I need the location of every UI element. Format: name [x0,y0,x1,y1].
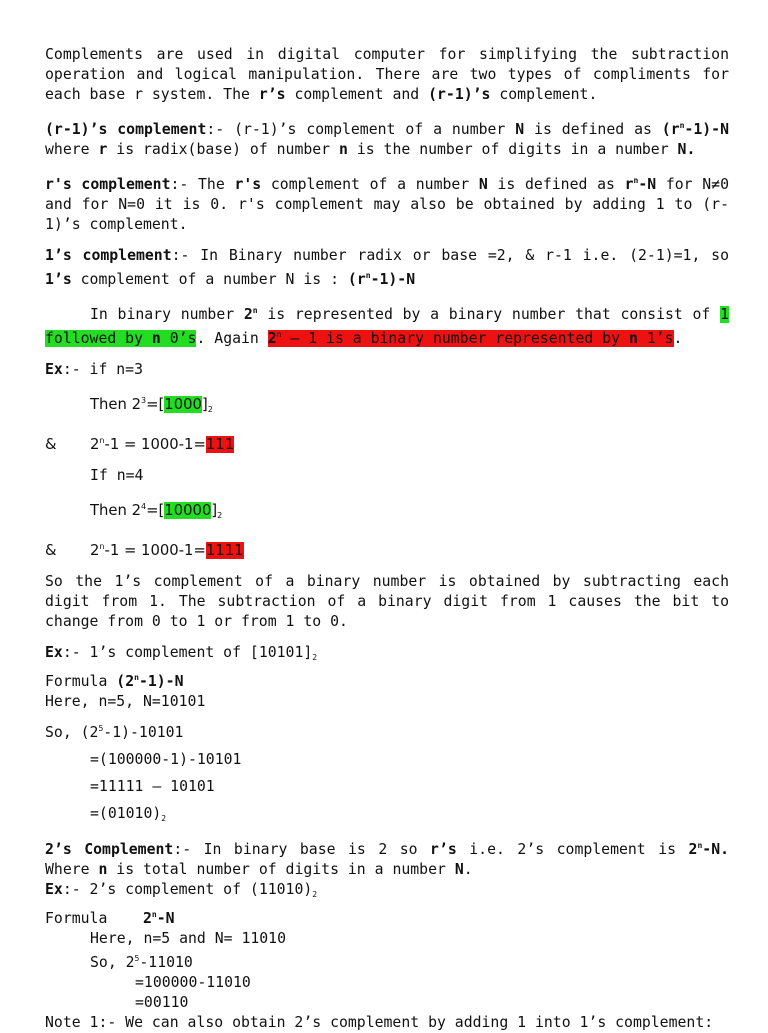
example-2-line-2: =11111 – 10101 [90,778,215,795]
example-3-formula: Formula 2$^n$-N [45,910,175,927]
twos-heading: 2’s Complement [45,841,174,858]
example-2-here: Here, n=5, N=10101 [45,693,206,710]
r-heading: r's complement [45,176,171,193]
example-1-then-1: Then $2^3=[1000]_2$ [90,396,213,414]
example-1-minus-1: & $2^n-1 = 1000-1=111$ [45,436,235,453]
binary-paragraph: In binary number 2$^n$ is represented by a binary number that consist of 1 followed by n 0’s. Again 2$^n$ – 1 is a binary number represented by n 1’s. [45,306,729,347]
r-formula: $r^n-N$ [624,176,657,193]
document-page [45,45,729,1033]
minus2-red-value: 1111 [205,542,244,559]
intro-r1-s: (r-1)’s [428,86,491,103]
twos-complement-paragraph: 2’s Complement:- In binary base is 2 so r’s i.e. 2’s complement is 2$^n$-N. Where n is total number of digits in a number N. [45,841,730,878]
r1-formula: $(r^n-1)-N$ [661,121,729,138]
r1-complement-paragraph: (r-1)’s complement:- (r-1)’s complement of a number N is defined as $(r^n-1)-N$ where r is radix(base) of number n is the number of digits in a number N. [45,121,729,158]
r-complement-paragraph: r's complement:- The r's complement of a number N is defined as $r^n-N$ for N≠0 and for N=0 it is 0. r's complement may also be obtained by adding 1 to (r-1)’s complement. [45,176,730,233]
intro-paragraph [45,45,729,105]
example-2-formula: Formula (2$^n$-1)-N [45,673,184,690]
then1-green-value: 1000 [164,396,202,413]
example-3-line-2: =00110 [135,994,189,1011]
intro-text: Complements are used in digital computer for simplifying the subtraction operation and logical manipulation. There are two types of compliments for each base r system. The [45,46,729,103]
red-highlight: 2$^n$ – 1 is a binary number represented by n 1’s [267,330,674,347]
minus1-red-value: 111 [205,436,235,453]
example-1-minus-2: & $2^n-1 = 1000-1=1111$ [45,542,244,559]
example-2-so: So, $(2^5-1)-10101$ [45,724,184,741]
intro-mid: complement and [285,86,429,103]
example-1-heading: Ex:- if n=3 [45,361,144,378]
example-3-line-1: =100000-11010 [135,974,251,991]
intro-r-s: r’s [258,86,286,103]
example-2-heading: Ex:- 1’s complement of $[10101]_2$ [45,644,318,662]
example-3-heading: Ex:- 2’s complement of $(11010)_2$ [45,881,318,899]
example-2-line-1: =(100000-1)-10101 [90,751,242,768]
r1-heading: (r-1)’s complement [45,121,207,138]
example-1-if: If n=4 [90,467,144,484]
green-highlight: 1 followed by n 0’s [45,306,729,347]
example-2-line-3: $=(01010)_2$ [90,805,167,823]
note-1: Note 1:- We can also obtain 2’s complement by adding 1 into 1’s complement: [45,1014,714,1031]
subtraction-paragraph: So the 1’s complement of a binary number is obtained by subtracting each digit from 1. The subtraction of a binary digit from 1 causes the bit to change from 0 to 1 or from 1 to 0. [45,573,729,630]
ones-formula: $(r^n-1)-N$ [347,271,416,288]
intro-end: complement. [490,86,598,103]
example-1-then-2: Then $2^4=[10000]_2$ [90,502,223,520]
then2-green-value: 10000 [164,502,212,519]
ones-heading: 1’s complement [45,247,172,264]
example-3-so: So, $2^5-11010$ [90,954,193,971]
ones-complement-paragraph: 1’s complement:- In Binary number radix or base =2, & r-1 i.e. (2-1)=1, so 1’s complement of a number N is : $(r^n-1)-N$ [45,247,729,288]
example-3-here: Here, n=5 and N= 11010 [90,930,286,947]
